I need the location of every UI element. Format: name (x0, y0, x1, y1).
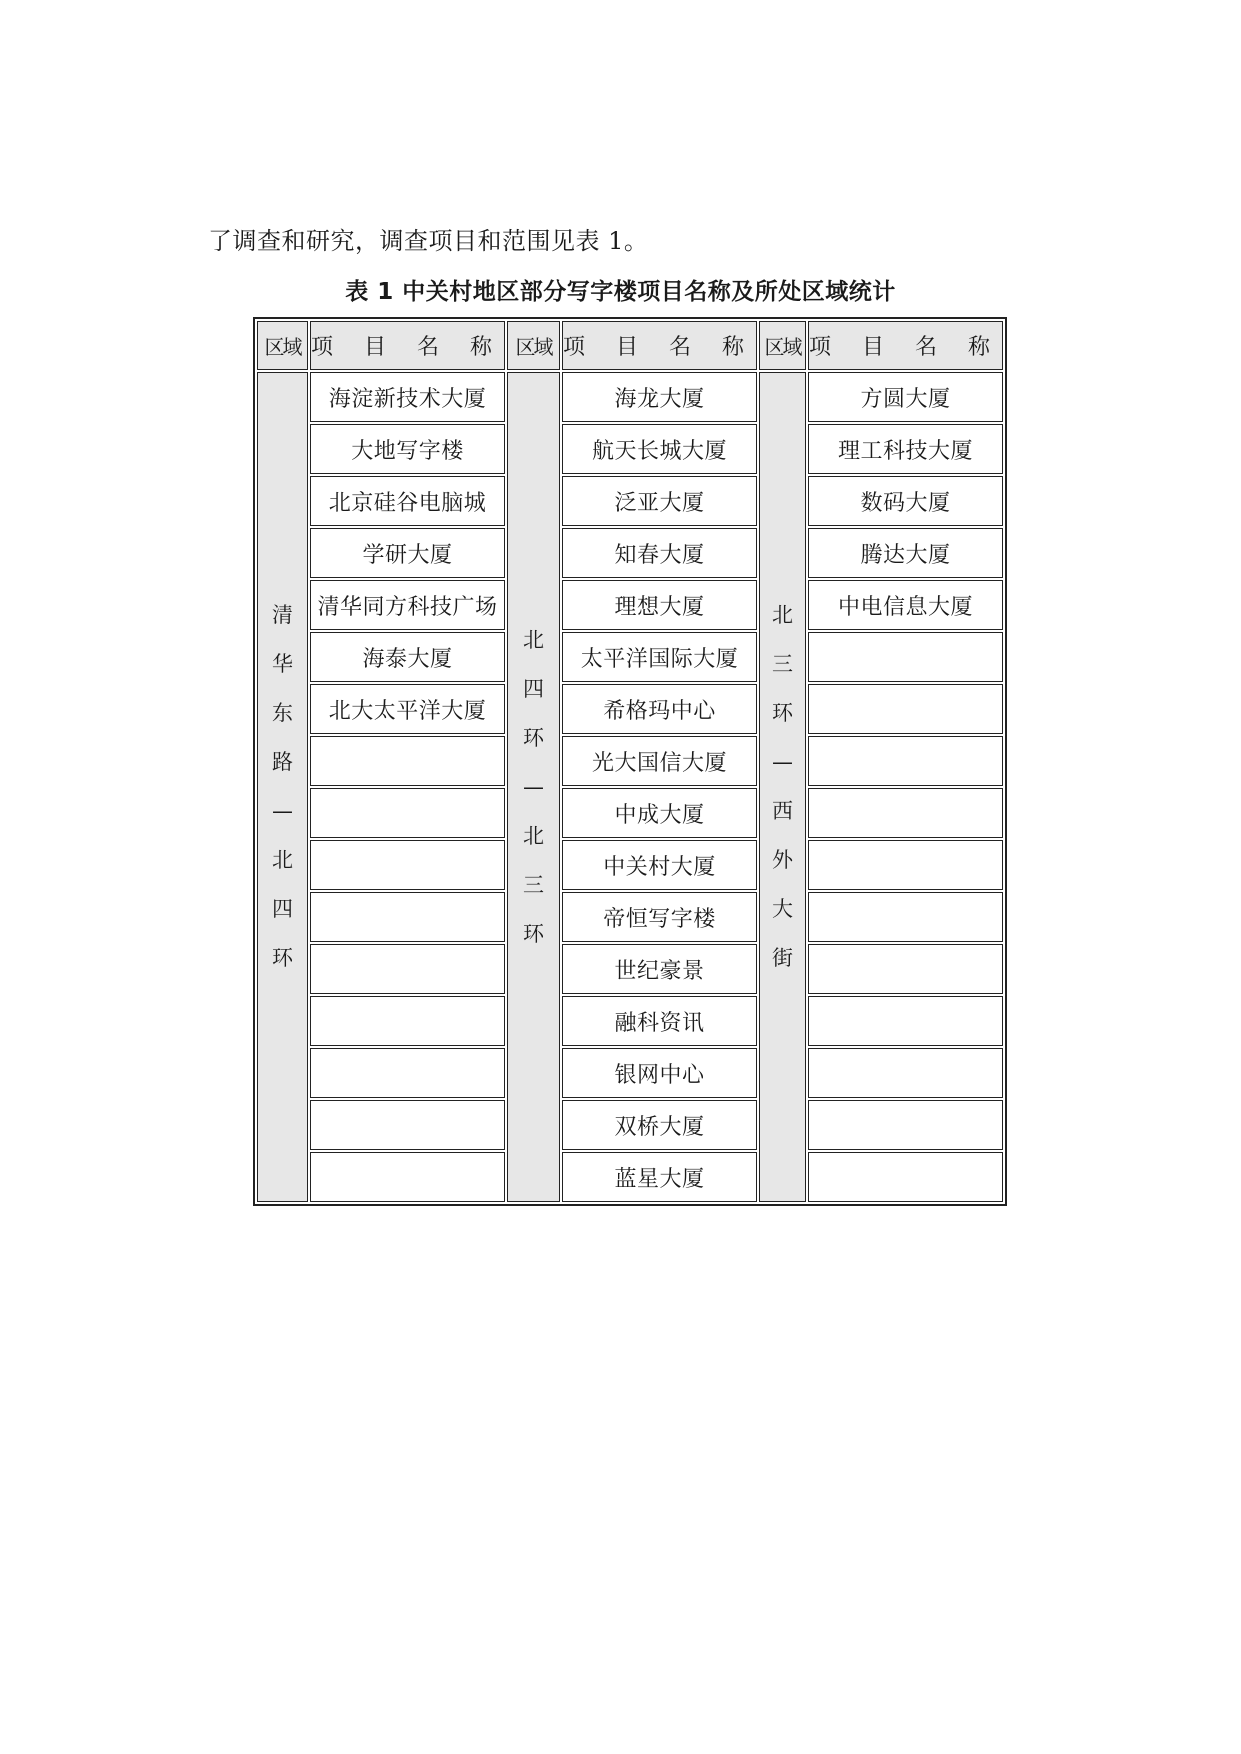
project-name-cell: 海淀新技术大厦 (310, 372, 505, 422)
project-name-cell: 清华同方科技广场 (310, 580, 505, 630)
project-name-cell (310, 1152, 505, 1202)
project-name-cell (808, 944, 1003, 994)
project-name-cell (808, 684, 1003, 734)
project-name-cell: 光大国信大厦 (562, 736, 757, 786)
project-name-cell (808, 788, 1003, 838)
project-name-cell: 航天长城大厦 (562, 424, 757, 474)
project-name-cell: 中电信息大厦 (808, 580, 1003, 630)
intro-paragraph: 了调查和研究，调查项目和范围见表 1。 (208, 227, 649, 255)
project-name-cell (310, 788, 505, 838)
project-name-cell (808, 736, 1003, 786)
project-name-cell (310, 944, 505, 994)
project-name-cell: 方圆大厦 (808, 372, 1003, 422)
table-row (257, 944, 1003, 994)
project-name-cell: 北京硅谷电脑城 (310, 476, 505, 526)
project-name-cell (310, 1100, 505, 1150)
column-header-region: 区域 (759, 321, 806, 370)
table-row (257, 1048, 1003, 1098)
project-name-cell (310, 736, 505, 786)
region-cell-1 (257, 372, 308, 1202)
project-name-cell (808, 632, 1003, 682)
table-row (257, 840, 1003, 890)
project-name-cell: 中成大厦 (562, 788, 757, 838)
column-header-project-name: 项 目 名 称 (310, 321, 505, 370)
project-name-cell: 帝恒写字楼 (562, 892, 757, 942)
table-row (257, 996, 1003, 1046)
project-name-cell: 理想大厦 (562, 580, 757, 630)
project-name-cell (310, 840, 505, 890)
table-row (257, 788, 1003, 838)
region-label: 清华东路—北四环 (272, 603, 293, 970)
project-name-cell: 学研大厦 (310, 528, 505, 578)
table-caption: 表 1 中关村地区部分写字楼项目名称及所处区域统计 (345, 279, 896, 305)
table-row (257, 684, 1003, 734)
table-row (257, 476, 1003, 526)
project-name-cell: 中关村大厦 (562, 840, 757, 890)
project-name-cell (808, 892, 1003, 942)
table-row (257, 424, 1003, 474)
region-cell-3 (759, 372, 806, 1202)
project-name-cell: 泛亚大厦 (562, 476, 757, 526)
region-cell-2 (507, 372, 560, 1202)
table-row (257, 580, 1003, 630)
table-row (257, 372, 1003, 422)
project-name-cell: 腾达大厦 (808, 528, 1003, 578)
table-row (257, 632, 1003, 682)
project-name-cell: 北大太平洋大厦 (310, 684, 505, 734)
project-name-cell: 融科资讯 (562, 996, 757, 1046)
project-name-cell: 理工科技大厦 (808, 424, 1003, 474)
project-name-cell: 海泰大厦 (310, 632, 505, 682)
project-name-cell: 知春大厦 (562, 528, 757, 578)
column-header-project-name: 项 目 名 称 (562, 321, 757, 370)
project-name-cell: 数码大厦 (808, 476, 1003, 526)
column-header-region: 区域 (507, 321, 560, 370)
table-row (257, 736, 1003, 786)
column-header-project-name: 项 目 名 称 (808, 321, 1003, 370)
table-header-row (257, 321, 1003, 370)
project-name-cell: 大地写字楼 (310, 424, 505, 474)
project-name-cell: 银网中心 (562, 1048, 757, 1098)
table-row (257, 892, 1003, 942)
table-row (257, 1152, 1003, 1202)
project-name-cell: 希格玛中心 (562, 684, 757, 734)
project-name-cell (310, 996, 505, 1046)
project-name-cell (808, 840, 1003, 890)
column-header-region: 区域 (257, 321, 308, 370)
project-name-cell (808, 1048, 1003, 1098)
project-name-cell: 世纪豪景 (562, 944, 757, 994)
table-row (257, 1100, 1003, 1150)
project-name-cell (808, 1100, 1003, 1150)
project-name-cell: 双桥大厦 (562, 1100, 757, 1150)
office-building-table (253, 317, 1007, 1206)
project-name-cell: 海龙大厦 (562, 372, 757, 422)
table-body (257, 372, 1003, 1202)
project-name-cell (808, 996, 1003, 1046)
project-name-cell (310, 1048, 505, 1098)
region-label: 北三环—西外大街 (771, 603, 793, 970)
project-name-cell: 蓝星大厦 (562, 1152, 757, 1202)
table-row (257, 528, 1003, 578)
project-name-cell (808, 1152, 1003, 1202)
project-name-cell: 太平洋国际大厦 (562, 632, 757, 682)
project-name-cell (310, 892, 505, 942)
region-label: 北四环—北三环 (522, 627, 544, 946)
